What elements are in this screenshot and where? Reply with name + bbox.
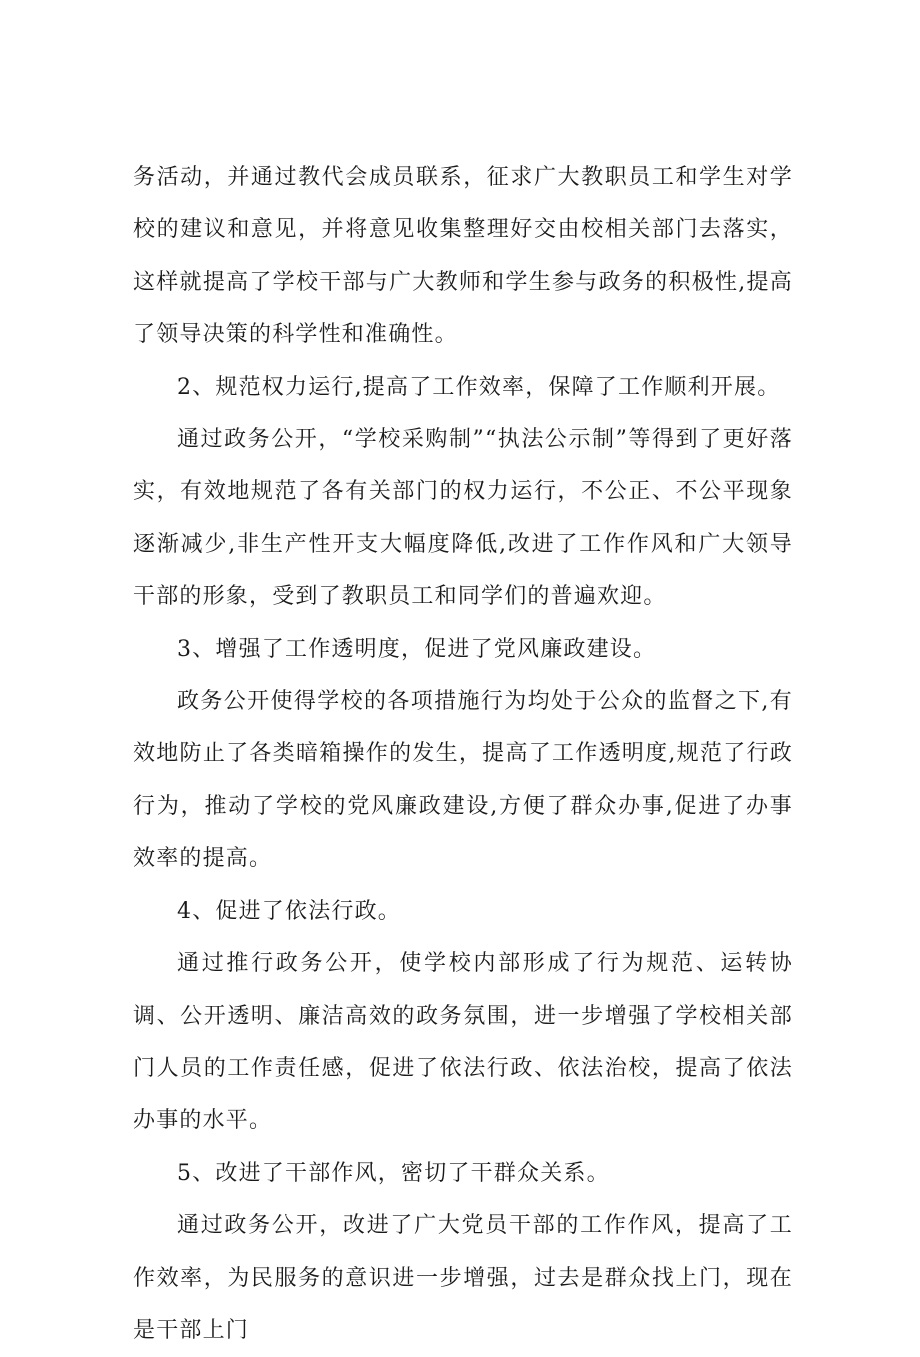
document-body [133,152,793,1357]
paragraph-2: 通过政务公开，“学校采购制”“执法公示制”等得到了更好落实，有效地规范了各有关部门的权力运行，不公正、不公平现象逐渐减少,非生产性开支大幅度降低,改进了工作作风和广大领导干部的形象，受到了教职员工和同学们的普遍欢迎。 [133,427,793,610]
heading-5: 5、改进了干部作风，密切了干群众关系。 [177,1160,610,1186]
paragraph-5: 通过政务公开，改进了广大党员干部的工作作风，提高了工作效率，为民服务的意识进一步增强，过去是群众找上门，现在是干部上门 [133,1213,793,1343]
paragraph-4: 通过推行政务公开，使学校内部形成了行为规范、运转协调、公开透明、廉洁高效的政务氛围，进一步增强了学校相关部门人员的工作责任感，促进了依法行政、依法治校，提高了依法办事的水平。 [133,951,793,1134]
heading-2: 2、规范权力运行,提高了工作效率，保障了工作顺利开展。 [177,374,781,400]
paragraph-3: 政务公开使得学校的各项措施行为均处于公众的监督之下,有效地防止了各类暗箱操作的发生，提高了工作透明度,规范了行政行为，推动了学校的党风廉政建设,方便了群众办事,促进了办事效率的提高。 [133,689,793,872]
heading-4: 4、促进了依法行政。 [177,898,401,924]
heading-3: 3、增强了工作透明度，促进了党风廉政建设。 [177,636,657,662]
paragraph-1: 务活动，并通过教代会成员联系，征求广大教职员工和学生对学校的建议和意见，并将意见收集整理好交由校相关部门去落实，这样就提高了学校干部与广大教师和学生参与政务的积极性,提高了领导决策的科学性和准确性。 [133,165,793,348]
